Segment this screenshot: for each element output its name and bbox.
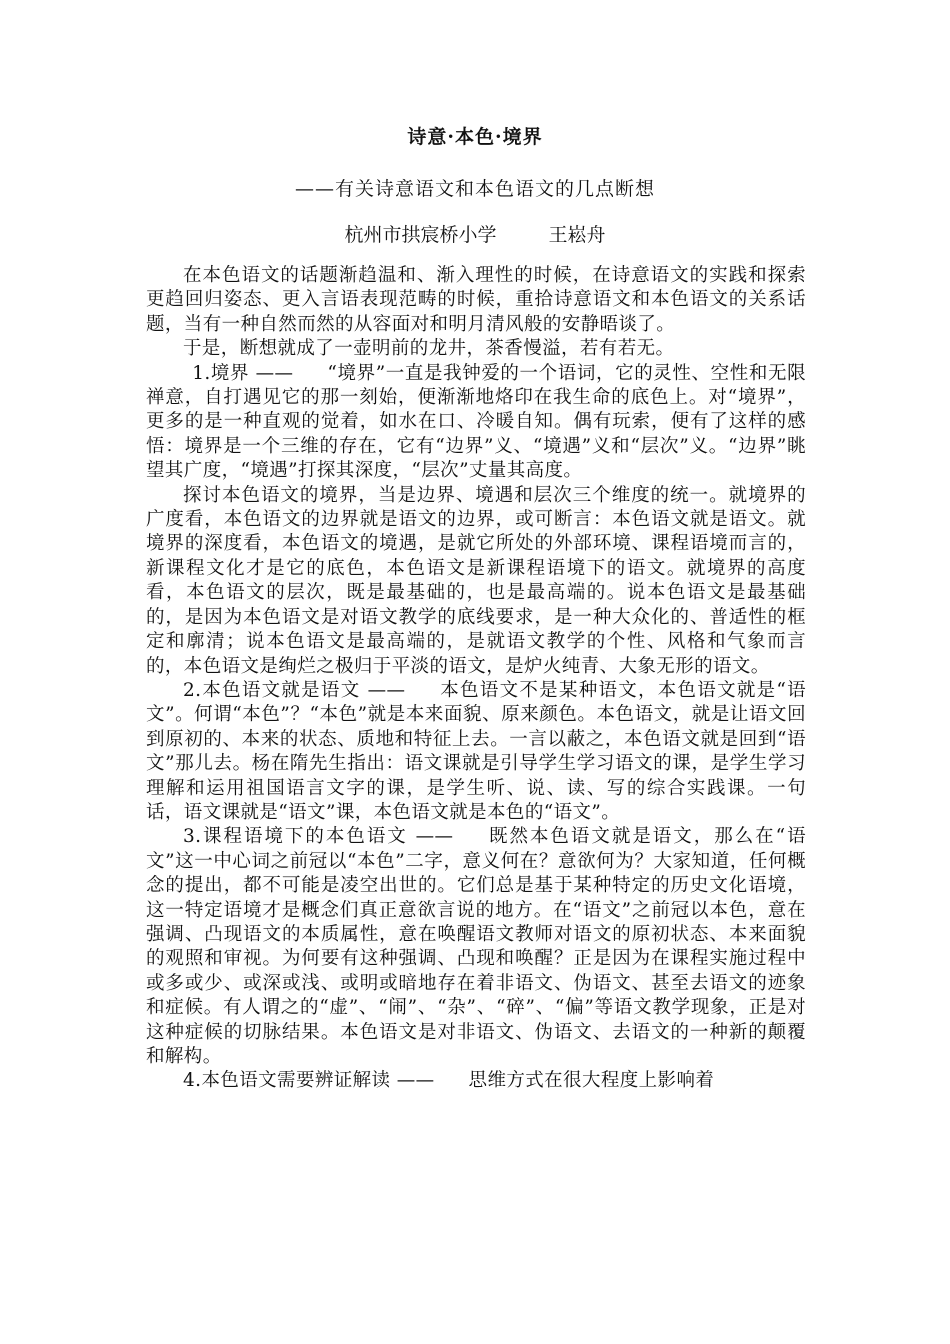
body-text <box>146 264 806 1094</box>
paragraph-intro <box>146 264 806 337</box>
paragraph-tea <box>146 337 806 361</box>
school-name: 杭州市拱宸桥小学 <box>344 224 497 246</box>
section-heading: 2.本色语文就是语文 —— <box>183 679 406 701</box>
author-name: 王崧舟 <box>548 224 606 246</box>
paragraph-text: “境界”一直是我钟爱的一个语词，它的灵性、空性和无限禅意，自打遇见它的那一刻始，便渐渐地烙印在我生命的底色上。对“境界”，更多的是一种直观的觉着，如水在口、冷暖自知。偶有玩索，便有了这样的感悟：境界是一个三维的存在，它有“边界”义、“境遇”义和“层次”义。“边界”眺望其广度，“境遇”打探其深度，“层次”丈量其高度。 <box>146 362 806 482</box>
paragraph-section-1-detail <box>146 484 806 679</box>
paragraph-text: 探讨本色语文的境界，当是边界、境遇和层次三个维度的统一。就境界的广度看，本色语文的边界就是语文的边界，或可断言：本色语文就是语文。就境界的深度看，本色语文的境遇，是就它所处的外部环境、课程语境而言的，新课程文化才是它的底色，本色语文是新课程语境下的语文。就境界的高度看，本色语文的层次，既是最基础的，也是最高端的。说本色语文是最基础的，是因为本色语文是对语文教学的底线要求，是一种大众化的、普适性的框定和廓清；说本色语文是最高端的，是就语文教学的个性、风格和气象而言的，本色语文是绚烂之极归于平淡的语文，是炉火纯青、大象无形的语文。 <box>146 484 806 677</box>
paragraph-text: 既然本色语文就是语文，那么在“语文”这一中心词之前冠以“本色”二字，意义何在？意欲何为？大家知道，任何概念的提出，都不可能是凌空出世的。它们总是基于某种特定的历史文化语境，这一特定语境才是概念们真正意欲言说的地方。在“语文”之前冠以本色，意在强调、凸现语文的本质属性，意在唤醒语文教师对语文的原初状态、本来面貌的观照和审视。为何要有这种强调、凸现和唤醒？正是因为在课程实施过程中或多或少、或深或浅、或明或暗地存在着非语文、伪语文、甚至去语文的迹象和症候。有人谓之的“虚”、“闹”、“杂”、“碎”、“偏”等语文教学现象，正是对这种症候的切脉结果。本色语文是对非语文、伪语文、去语文的一种新的颠覆和解构。 <box>146 826 806 1067</box>
section-heading: 1.境界 —— <box>192 362 294 384</box>
paragraph-text: 思维方式在很大程度上影响着 <box>468 1070 715 1092</box>
paragraph-section-2 <box>146 679 806 825</box>
section-heading: 4.本色语文需要辨证解读 —— <box>183 1070 435 1092</box>
paragraph-text: 本色语文不是某种语文，本色语文就是“语文”。何谓“本色”？“本色”就是本来面貌、原来颜色。本色语文，就是让语文回到原初的、本来的状态、质地和特征上去。一言以蔽之，本色语文就是回到“语文”那儿去。杨在隋先生指出：语文课就是引导学生学习语文的课，是学生学习理解和运用祖国语言文字的课，是学生听、说、读、写的综合实践课。一句话，语文课就是“语文”课，本色语文就是本色的“语文”。 <box>146 679 807 823</box>
paragraph-text: 于是，断想就成了一壶明前的龙井，茶香慢溢，若有若无。 <box>183 338 675 360</box>
section-heading: 3.课程语境下的本色语文 —— <box>183 826 454 848</box>
document-title: 诗意·本色·境界 <box>407 126 543 148</box>
paragraph-section-4 <box>146 1069 806 1093</box>
author-line <box>0 220 950 247</box>
document-subtitle: ——有关诗意语文和本色语文的几点断想 <box>294 178 655 200</box>
paragraph-section-3 <box>146 825 806 1069</box>
paragraph-text: 在本色语文的话题渐趋温和、渐入理性的时候，在诗意语文的实践和探索更趋回归姿态、更入言语表现范畴的时候，重拾诗意语文和本色语文的关系话题，当有一种自然而然的从容面对和明月清风般的安静晤谈了。 <box>146 265 806 335</box>
paragraph-section-1 <box>146 362 806 484</box>
